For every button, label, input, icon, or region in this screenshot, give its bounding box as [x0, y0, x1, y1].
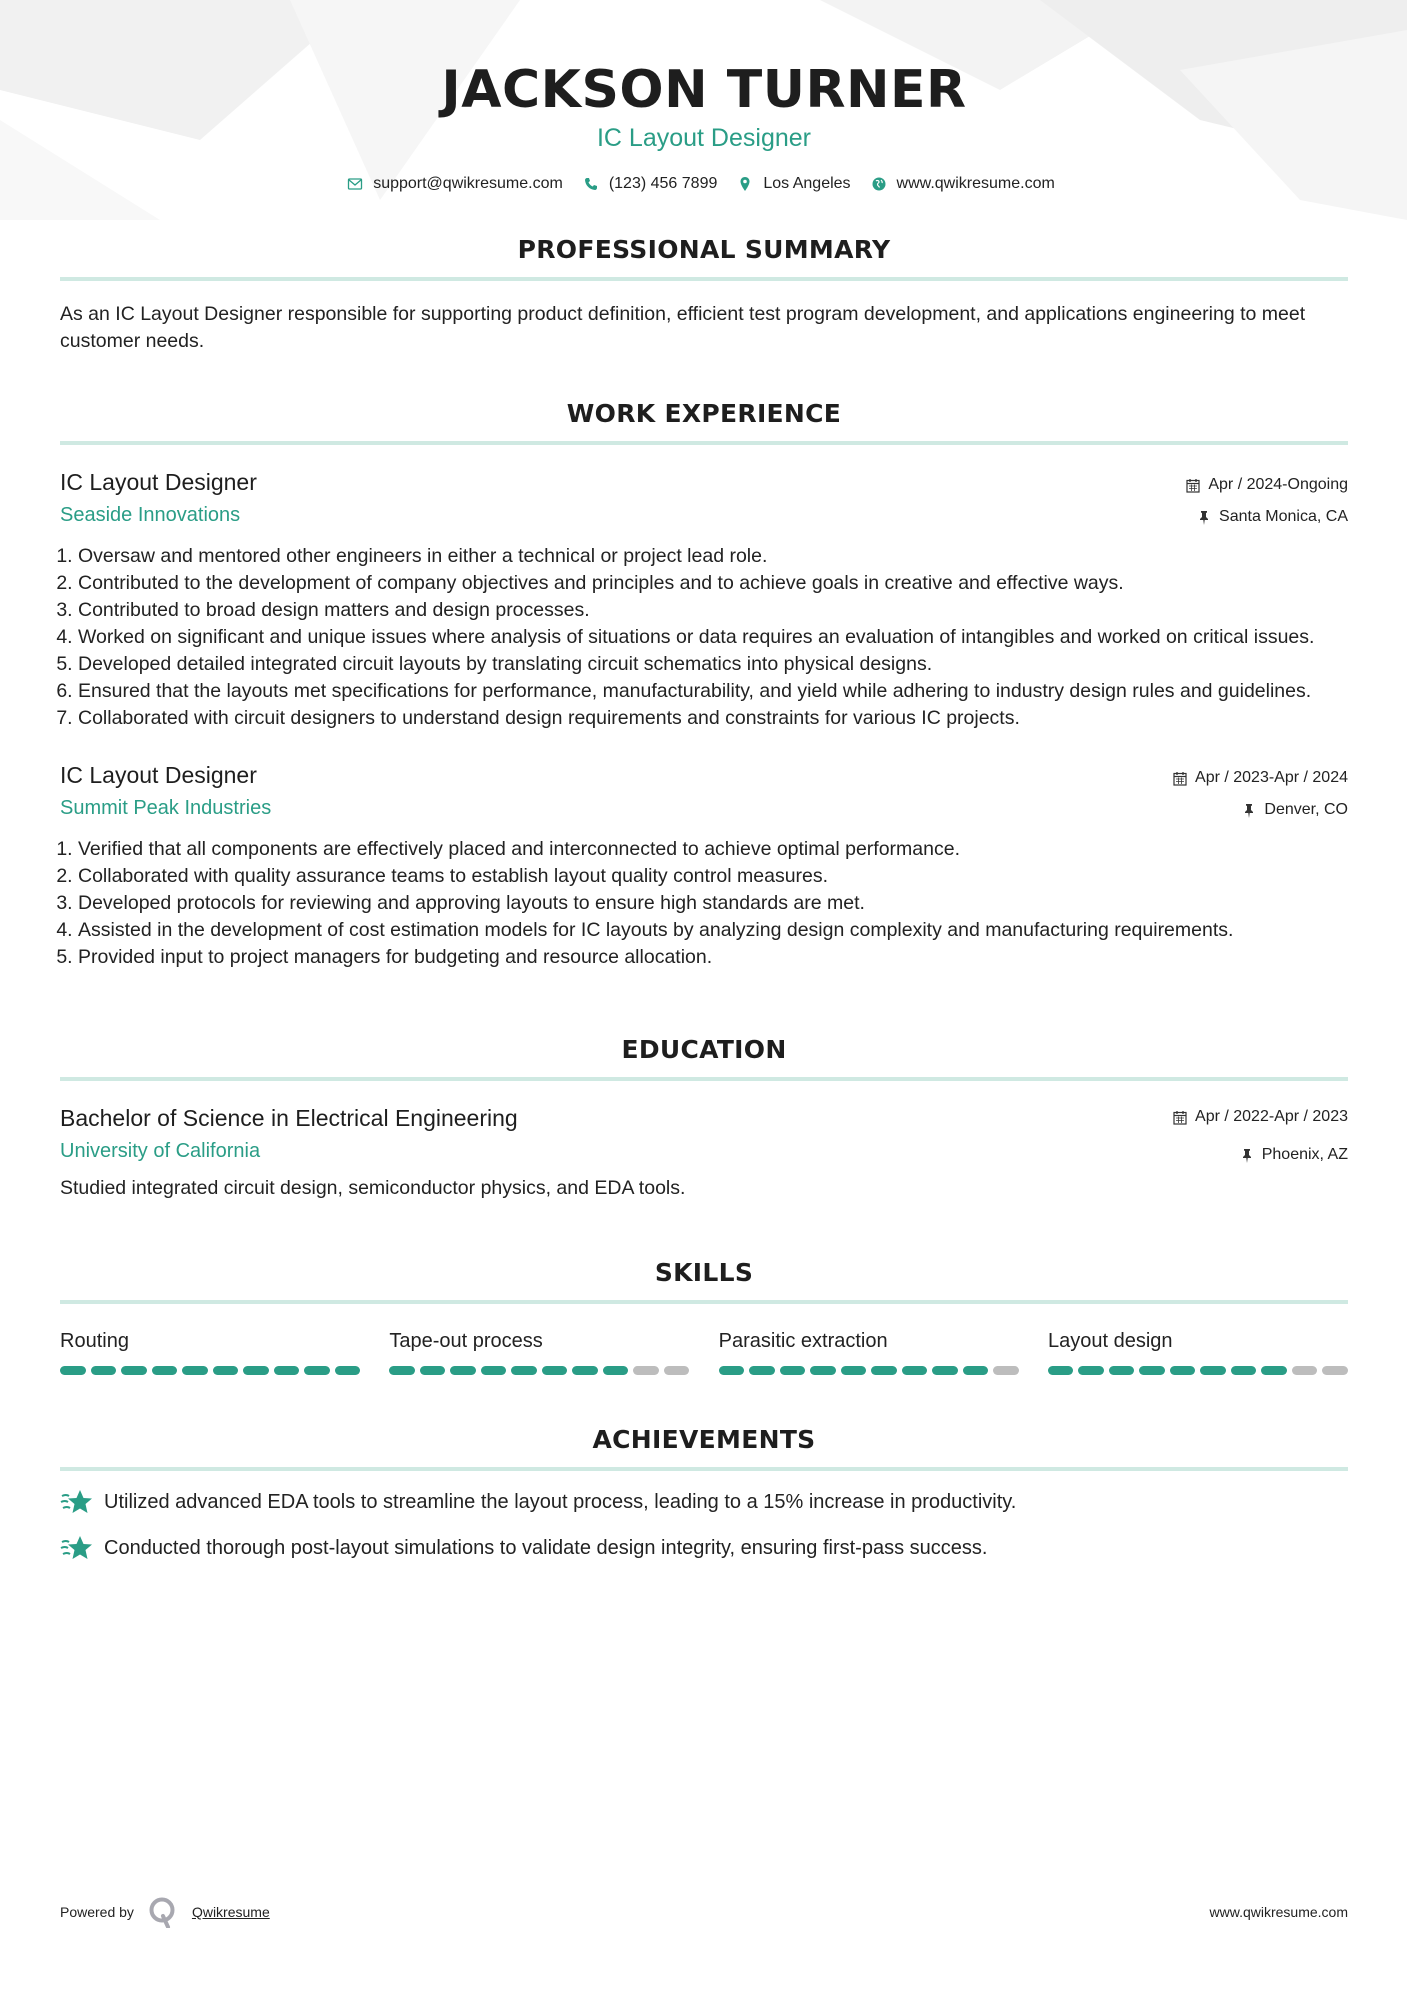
- bullet-item: 5. Developed detailed integrated circuit layouts by translating circuit schematics into physical designs.: [78, 651, 1348, 678]
- skill-level-segment: [213, 1366, 239, 1375]
- job-company: Seaside Innovations: [60, 504, 241, 526]
- skill-name: Routing: [60, 1330, 129, 1352]
- skill-level-segment: [603, 1366, 629, 1375]
- skill-level-segment: [1170, 1366, 1196, 1375]
- skill-level-segment: [420, 1366, 446, 1375]
- job-entry: [60, 467, 1348, 732]
- resume-header: [60, 0, 1348, 193]
- achievement-item: [60, 1487, 1348, 1517]
- section-title-achievements: ACHIEVEMENTS: [592, 1425, 816, 1454]
- skill-level-segment: [810, 1366, 836, 1375]
- achievement-text: Conducted thorough post-layout simulations to validate design integrity, ensuring first-pass success.: [104, 1537, 988, 1559]
- bullet-item: 4. Worked on significant and unique issues where analysis of situations or data requires an evaluation of intangibles and worked on critical issues.: [78, 624, 1348, 651]
- resume-page: [60, 0, 1348, 1579]
- job-responsibilities: [60, 836, 1348, 971]
- section-skills: [60, 1258, 1348, 1375]
- skill-item: [719, 1328, 1019, 1375]
- job-title: IC Layout Designer: [60, 469, 257, 495]
- skill-level-segment: [1109, 1366, 1135, 1375]
- skill-level-bar: [719, 1366, 1019, 1375]
- job-meta: [1173, 760, 1348, 822]
- education-header: [60, 1103, 1348, 1167]
- skill-level-segment: [481, 1366, 507, 1375]
- bullet-item: 7. Collaborated with circuit designers to understand design requirements and constraints for various IC projects.: [78, 705, 1348, 732]
- job-header: [60, 760, 1348, 822]
- skill-level-segment: [780, 1366, 806, 1375]
- skill-item: [60, 1328, 360, 1375]
- job-location-text: Denver, CO: [1264, 801, 1348, 818]
- footer: [60, 1896, 1348, 1928]
- skill-level-segment: [749, 1366, 775, 1375]
- bullet-item: 1. Oversaw and mentored other engineers in either a technical or project lead role.: [78, 543, 1348, 570]
- section-title-experience: WORK EXPERIENCE: [566, 399, 842, 428]
- bullet-item: 2. Collaborated with quality assurance teams to establish layout quality control measures.: [78, 863, 1348, 890]
- skill-level-segment: [1292, 1366, 1318, 1375]
- job-dates: [1186, 473, 1348, 497]
- skills-grid: [60, 1328, 1348, 1375]
- skill-level-bar: [1048, 1366, 1348, 1375]
- bullet-item: 1. Verified that all components are effectively placed and interconnected to achieve optimal performance.: [78, 836, 1348, 863]
- skill-level-segment: [304, 1366, 330, 1375]
- envelope-icon: [347, 176, 363, 192]
- job-dates-text: Apr / 2024-Ongoing: [1208, 476, 1348, 493]
- skill-level-segment: [121, 1366, 147, 1375]
- skill-level-segment: [1200, 1366, 1226, 1375]
- qwikresume-logo-icon: [148, 1896, 178, 1928]
- job-dates-text: Apr / 2023-Apr / 2024: [1195, 769, 1348, 786]
- skill-level-bar: [389, 1366, 689, 1375]
- achievements-list: [60, 1487, 1348, 1563]
- section-experience: [60, 399, 1348, 971]
- degree: Bachelor of Science in Electrical Engineering: [60, 1105, 518, 1131]
- pushpin-icon: [1197, 510, 1211, 525]
- section-divider: [60, 1077, 1348, 1081]
- skill-level-segment: [902, 1366, 928, 1375]
- bullet-item: 4. Assisted in the development of cost estimation models for IC layouts by analyzing design complexity and manufacturing requirements.: [78, 917, 1348, 944]
- skill-name: Parasitic extraction: [718, 1330, 888, 1352]
- skill-level-segment: [932, 1366, 958, 1375]
- contact-phone-text: (123) 456 7899: [608, 175, 718, 192]
- shooting-star-icon: [60, 1533, 94, 1563]
- job-entry: [60, 760, 1348, 971]
- contact-phone[interactable]: [583, 175, 718, 193]
- achievement-item: [60, 1533, 1348, 1563]
- powered-by: [60, 1896, 270, 1928]
- bullet-item: 5. Provided input to project managers for budgeting and resource allocation.: [78, 944, 1348, 971]
- section-title-summary: PROFESSIONAL SUMMARY: [517, 235, 891, 264]
- skill-level-segment: [389, 1366, 415, 1375]
- skill-item: [1048, 1328, 1348, 1375]
- powered-by-label: Powered by: [60, 1904, 134, 1920]
- skill-level-segment: [152, 1366, 178, 1375]
- skill-level-segment: [91, 1366, 117, 1375]
- education-dates-text: Apr / 2022-Apr / 2023: [1195, 1108, 1348, 1125]
- education-location: [1173, 1143, 1348, 1167]
- candidate-name: JACKSON TURNER: [441, 60, 967, 120]
- bullet-item: 3. Contributed to broad design matters and design processes.: [78, 597, 1348, 624]
- job-dates: [1173, 766, 1348, 790]
- education-dates: [1173, 1105, 1348, 1129]
- skill-level-segment: [841, 1366, 867, 1375]
- contact-bar: [60, 175, 1348, 193]
- education-location-text: Phoenix, AZ: [1261, 1146, 1348, 1163]
- skill-name: Layout design: [1047, 1330, 1173, 1352]
- summary-text: As an IC Layout Designer responsible for supporting product definition, efficient test program development, and applications engineering to meet customer needs.: [60, 303, 1306, 352]
- education-meta: [1173, 1103, 1348, 1167]
- skill-level-segment: [1048, 1366, 1074, 1375]
- section-education: [60, 1035, 1348, 1202]
- section-divider: [60, 441, 1348, 445]
- skill-level-segment: [633, 1366, 659, 1375]
- qwikresume-link[interactable]: Qwikresume: [191, 1904, 270, 1920]
- skill-item: [389, 1328, 689, 1375]
- phone-icon: [583, 176, 599, 192]
- skill-level-segment: [274, 1366, 300, 1375]
- pushpin-icon: [1242, 803, 1256, 818]
- education-entry: [60, 1103, 1348, 1202]
- skill-name: Tape-out process: [389, 1330, 543, 1352]
- skill-level-segment: [243, 1366, 269, 1375]
- skill-level-segment: [664, 1366, 690, 1375]
- contact-website[interactable]: [871, 175, 1055, 193]
- bullet-item: 2. Contributed to the development of company objectives and principles and to achieve goals in creative and effective ways.: [78, 570, 1348, 597]
- skill-level-segment: [1078, 1366, 1104, 1375]
- section-achievements: [60, 1425, 1348, 1563]
- skill-level-segment: [963, 1366, 989, 1375]
- skill-level-segment: [1231, 1366, 1257, 1375]
- calendar-icon: [1173, 1110, 1187, 1125]
- shooting-star-icon: [60, 1487, 94, 1517]
- skill-level-bar: [60, 1366, 360, 1375]
- job-header: [60, 467, 1348, 529]
- skill-level-segment: [719, 1366, 745, 1375]
- bullet-item: 6. Ensured that the layouts met specifications for performance, manufacturability, and yield while adhering to industry design rules and guidelines.: [78, 678, 1348, 705]
- globe-icon: [871, 176, 887, 192]
- job-location: [1186, 505, 1348, 529]
- contact-email[interactable]: [347, 175, 563, 193]
- skill-level-segment: [993, 1366, 1019, 1375]
- calendar-icon: [1186, 478, 1200, 493]
- contact-email-text: support@qwikresume.com: [373, 175, 563, 192]
- skill-level-segment: [1139, 1366, 1165, 1375]
- skill-level-segment: [1261, 1366, 1287, 1375]
- achievement-text: Utilized advanced EDA tools to streamline the layout process, leading to a 15% increase in productivity.: [104, 1491, 1017, 1513]
- skill-level-segment: [871, 1366, 897, 1375]
- job-company: Summit Peak Industries: [60, 797, 272, 819]
- candidate-role: IC Layout Designer: [596, 124, 811, 152]
- pushpin-icon: [1240, 1148, 1254, 1163]
- job-title: IC Layout Designer: [60, 762, 257, 788]
- footer-url[interactable]: www.qwikresume.com: [1209, 1904, 1348, 1920]
- skill-level-segment: [450, 1366, 476, 1375]
- calendar-icon: [1173, 771, 1187, 786]
- skill-level-segment: [60, 1366, 86, 1375]
- job-meta: [1186, 467, 1348, 529]
- skill-level-segment: [182, 1366, 208, 1375]
- section-summary: [60, 235, 1348, 355]
- bullet-item: 3. Developed protocols for reviewing and approving layouts to ensure high standards are met.: [78, 890, 1348, 917]
- job-responsibilities: [60, 543, 1348, 732]
- job-location: [1173, 798, 1348, 822]
- education-description: Studied integrated circuit design, semiconductor physics, and EDA tools.: [60, 1177, 686, 1199]
- section-divider: [60, 277, 1348, 281]
- section-title-skills: SKILLS: [654, 1258, 754, 1287]
- contact-location-text: Los Angeles: [763, 175, 851, 192]
- section-divider: [60, 1300, 1348, 1304]
- skill-level-segment: [335, 1366, 361, 1375]
- section-divider: [60, 1467, 1348, 1471]
- section-title-education: EDUCATION: [621, 1035, 787, 1064]
- skill-level-segment: [572, 1366, 598, 1375]
- job-location-text: Santa Monica, CA: [1219, 508, 1348, 525]
- skill-level-segment: [511, 1366, 537, 1375]
- skill-level-segment: [1322, 1366, 1348, 1375]
- contact-website-text: www.qwikresume.com: [896, 175, 1055, 192]
- skill-level-segment: [542, 1366, 568, 1375]
- school: University of California: [60, 1140, 261, 1162]
- contact-location: [737, 175, 850, 193]
- map-marker-icon: [737, 176, 753, 192]
